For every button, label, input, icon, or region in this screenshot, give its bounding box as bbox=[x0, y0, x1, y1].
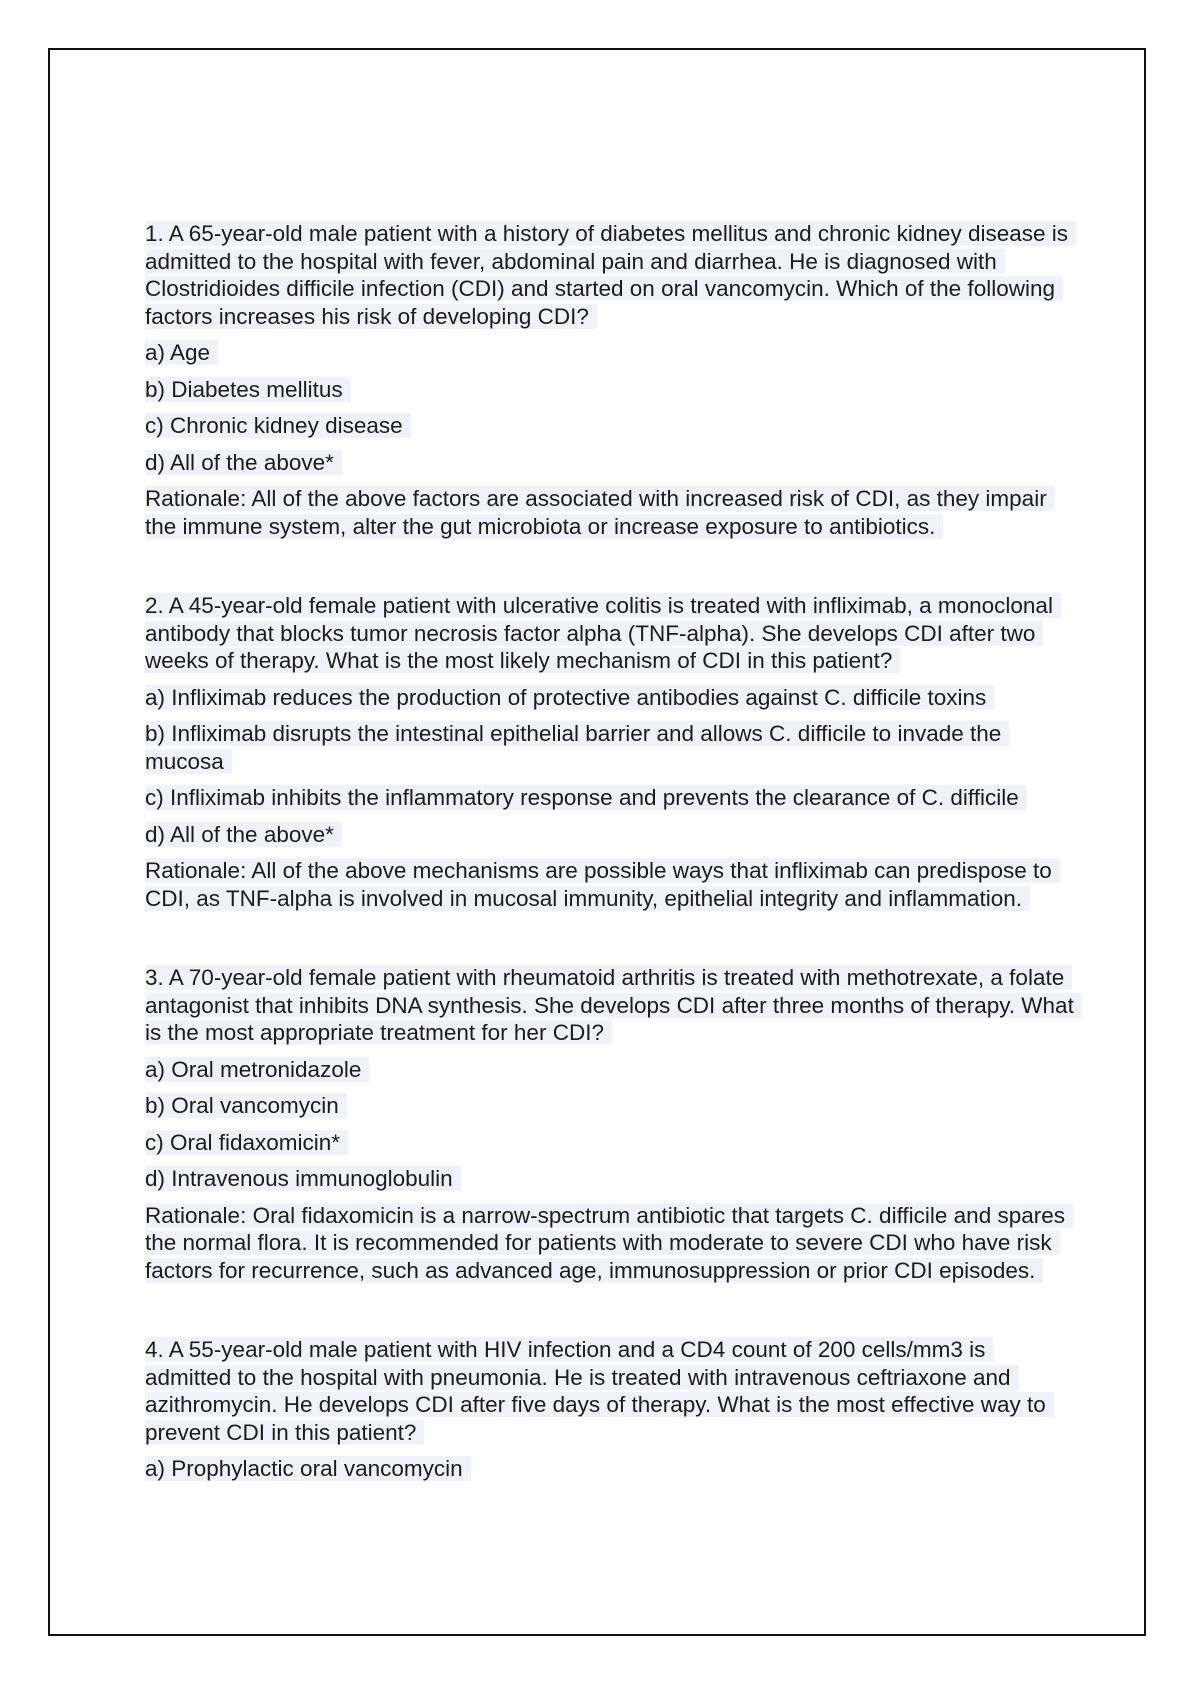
answer-option bbox=[145, 784, 1075, 812]
question-3-text: 3. A 70-year-old female patient with rheumatoid arthritis is treated with methotrexate, a folate antagonist that inhibits DNA synthesis. She develops CDI after three months of therapy. What is the most appropriate treatment for her CDI? bbox=[145, 965, 1082, 1045]
question-1-text: 1. A 65-year-old male patient with a history of diabetes mellitus and chronic kidney disease is admitted to the hospital with fever, abdominal pain and diarrhea. He is diagnosed with Clostridioides difficile infection (CDI) and started on oral vancomycin. Which of the following factors increases his risk of developing CDI? bbox=[145, 221, 1076, 329]
question-text bbox=[145, 220, 1075, 330]
answer-option bbox=[145, 449, 1075, 477]
question-3-option-c: c) Oral fidaxomicin* bbox=[145, 1130, 348, 1155]
answer-option bbox=[145, 339, 1075, 367]
question-4-option-a: a) Prophylactic oral vancomycin bbox=[145, 1456, 471, 1481]
question-3-option-d: d) Intravenous immunoglobulin bbox=[145, 1166, 461, 1191]
question-2-option-d: d) All of the above* bbox=[145, 822, 342, 847]
answer-option bbox=[145, 821, 1075, 849]
question-1-option-a: a) Age bbox=[145, 340, 218, 365]
answer-option bbox=[145, 1092, 1075, 1120]
rationale-text bbox=[145, 485, 1075, 540]
page-frame bbox=[48, 48, 1146, 1636]
question-1-rationale: Rationale: All of the above factors are associated with increased risk of CDI, as they impair the immune system, alter the gut microbiota or increase exposure to antibiotics. bbox=[145, 486, 1055, 539]
question-1-option-b: b) Diabetes mellitus bbox=[145, 377, 351, 402]
question-3-option-a: a) Oral metronidazole bbox=[145, 1057, 369, 1082]
question-block-4 bbox=[145, 1336, 1075, 1483]
question-1-option-c: c) Chronic kidney disease bbox=[145, 413, 411, 438]
answer-option bbox=[145, 412, 1075, 440]
rationale-text bbox=[145, 1202, 1075, 1285]
answer-option bbox=[145, 1056, 1075, 1084]
question-3-option-b: b) Oral vancomycin bbox=[145, 1093, 347, 1118]
question-2-rationale: Rationale: All of the above mechanisms are possible ways that infliximab can predispose to CDI, as TNF-alpha is involved in mucosal immunity, epithelial integrity and inflammation. bbox=[145, 858, 1060, 911]
answer-option bbox=[145, 684, 1075, 712]
answer-option bbox=[145, 1129, 1075, 1157]
question-1-option-d: d) All of the above* bbox=[145, 450, 342, 475]
question-text bbox=[145, 964, 1075, 1047]
answer-option bbox=[145, 1165, 1075, 1193]
rationale-text bbox=[145, 857, 1075, 912]
question-text bbox=[145, 592, 1075, 675]
answer-option bbox=[145, 720, 1075, 775]
question-block-2 bbox=[145, 592, 1075, 912]
question-4-text: 4. A 55-year-old male patient with HIV infection and a CD4 count of 200 cells/mm3 is admitted to the hospital with pneumonia. He is treated with intravenous ceftriaxone and azithromycin. He develops CDI after five days of therapy. What is the most effective way to prevent CDI in this patient? bbox=[145, 1337, 1054, 1445]
question-2-text: 2. A 45-year-old female patient with ulcerative colitis is treated with infliximab, a monoclonal antibody that blocks tumor necrosis factor alpha (TNF-alpha). She develops CDI after two weeks of therapy. What is the most likely mechanism of CDI in this patient? bbox=[145, 593, 1061, 673]
question-3-rationale: Rationale: Oral fidaxomicin is a narrow-spectrum antibiotic that targets C. difficile and spares the normal flora. It is recommended for patients with moderate to severe CDI who have risk factors for recurrence, such as advanced age, immunosuppression or prior CDI episodes. bbox=[145, 1203, 1073, 1283]
document-content bbox=[145, 220, 1075, 1483]
question-block-3 bbox=[145, 964, 1075, 1284]
question-2-option-c: c) Infliximab inhibits the inflammatory response and prevents the clearance of C. difficile bbox=[145, 785, 1027, 810]
answer-option bbox=[145, 1455, 1075, 1483]
question-2-option-b: b) Infliximab disrupts the intestinal epithelial barrier and allows C. difficile to invade the mucosa bbox=[145, 721, 1009, 774]
question-text bbox=[145, 1336, 1075, 1446]
answer-option bbox=[145, 376, 1075, 404]
question-2-option-a: a) Infliximab reduces the production of protective antibodies against C. difficile toxins bbox=[145, 685, 994, 710]
question-block-1 bbox=[145, 220, 1075, 540]
